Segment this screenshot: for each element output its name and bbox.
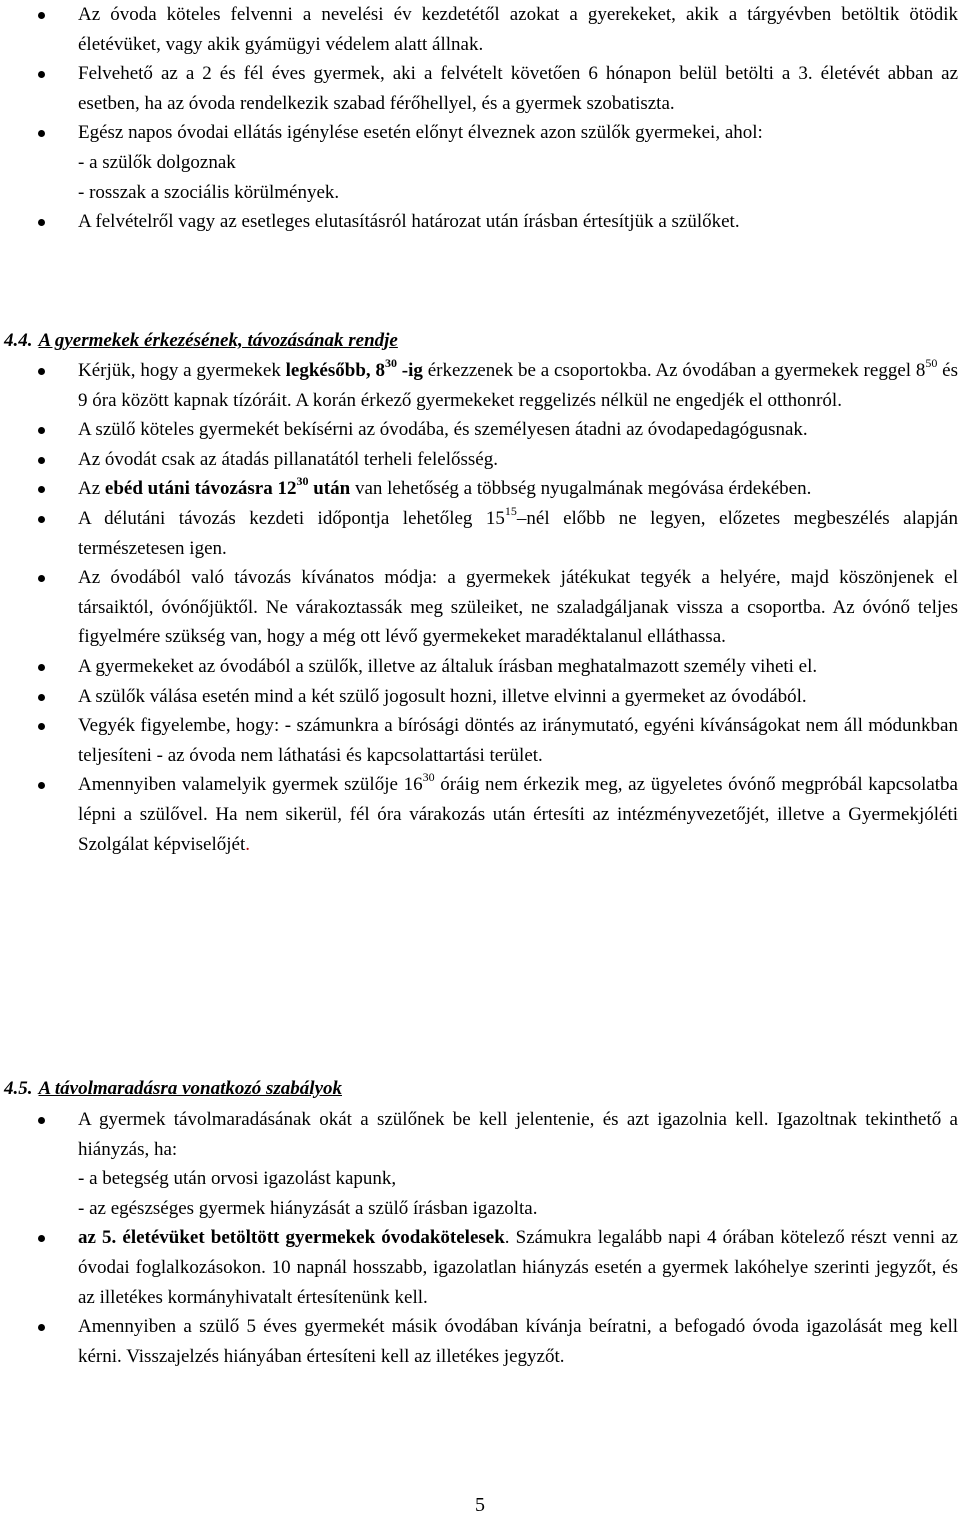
sub-line: - az egészséges gyermek hiányzását a szülő írásban igazolta. [78, 1197, 538, 1219]
list-item: Felvehető az a 2 és fél éves gyermek, aki a felvételt követően 6 hónapon belül betölti a 3. életévét abban az esetben, ha az óvoda rendelkezik szabad férőhellyel, és a gyermek szobatiszta. [0, 59, 960, 118]
admission-list [0, 0, 960, 237]
section-heading-4-4: 4.4. A gyermekek érkezésének, távozásának rendje [4, 330, 398, 351]
list-item: Az óvoda köteles felvenni a nevelési év kezdetétől azokat a gyerekeket, akik a tárgyévben betöltik ötödik életévüket, vagy akik gyámügyi védelem alatt állnak. [0, 0, 960, 59]
list-item: Amennyiben valamelyik gyermek szülője $16^{30}$ óráig nem érkezik meg, az ügyeletes óvónő megpróbál kapcsolatba lépni a szülővel. Ha nem sikerül, fél óra várakozás után értesíti az intézményvezetőjét, illetve a Gyermekjóléti Szolgálat képviselőjét. [0, 770, 960, 859]
list-item: Az óvodát csak az átadás pillanatától terheli felelősség. [0, 445, 960, 475]
absence-section [0, 1105, 960, 1371]
sub-line: - a betegség után orvosi igazolást kapunk, [78, 1168, 397, 1190]
list-item: az 5. életévüket betöltött gyermekek óvodakötelesek. Számukra legalább napi 4 órában kötelező részt venni az óvodai foglalkozásokon. 10 napnál hosszabb, igazolatlan hiányzás esetén a gyermek lakóhelye szerinti jegyzőt, és az illetékes kormányhivatalt értesítenünk kell. [0, 1223, 960, 1312]
list-item: Vegyék figyelembe, hogy: - számunkra a bírósági döntés az iránymutató, egyéni kívánságokat nem áll módunkban teljesíteni - az óvoda nem láthatási és kapcsolattartási terület. [0, 711, 960, 770]
sub-line: - rosszak a szociális körülmények. [78, 181, 340, 203]
list-item: A felvételről vagy az esetleges elutasításról határozat után írásban értesítjük a szülőket. [0, 207, 960, 237]
list-item: A szülők válása esetén mind a két szülő jogosult hozni, illetve elvinni a gyermeket az óvodából. [0, 682, 960, 712]
list-item: Kérjük, hogy a gyermekek legkésőbb, $8^{30}$ -ig érkezzenek be a csoportokba. Az óvodában a gyermekek reggel $8^{50}$ és 9 óra között kapnak tízóráit. A korán érkező gyermekeket reggelizés nélkül ne engedjék el otthonról. [0, 356, 960, 415]
arrival-section [0, 356, 960, 859]
absence-list [0, 1105, 960, 1371]
list-item: A gyermek távolmaradásának okát a szülőnek be kell jelentenie, és azt igazolnia kell. Igazoltnak tekinthető a hiányzás, ha: - a betegség után orvosi igazolást kapunk, - az egészséges gyermek hiányzását a szülő írásban igazolta. [0, 1105, 960, 1223]
section-heading-4-5: 4.5. A távolmaradásra vonatkozó szabályok [4, 1078, 342, 1099]
list-item: Amennyiben a szülő 5 éves gyermekét másik óvodában kívánja beíratni, a befogadó óvoda igazolását meg kell kérni. Visszajelzés hiányában értesíteni kell az illetékes jegyzőt. [0, 1312, 960, 1371]
sub-line: - a szülők dolgoznak [78, 151, 236, 173]
arrival-list [0, 356, 960, 859]
list-item: Egész napos óvodai ellátás igénylése esetén előnyt élveznek azon szülők gyermekei, ahol: - a szülők dolgoznak - rosszak a szociális körülmények. [0, 118, 960, 207]
admission-section [0, 0, 960, 237]
list-item: A gyermekeket az óvodából a szülők, illetve az általuk írásban meghatalmazott személy viheti el. [0, 652, 960, 682]
list-item: A délutáni távozás kezdeti időpontja lehetőleg $15^{15}$–nél előbb ne legyen, előzetes megbeszélés alapján természetesen igen. [0, 504, 960, 563]
list-item: Az óvodából való távozás kívánatos módja: a gyermekek játékukat tegyék a helyére, majd köszönjenek el társaiktól, óvónőjüktől. Ne várakoztassák meg szüleiket, ne szaladgáljanak vissza a csoportba. Az óvónő teljes figyelmére szükség van, hogy a még ott lévő gyermekeket maradéktalanul elláthassa. [0, 563, 960, 652]
page-number: 5 [475, 1494, 485, 1516]
list-item: A szülő köteles gyermekét bekísérni az óvodába, és személyesen átadni az óvodapedagógusnak. [0, 415, 960, 445]
list-item: Az ebéd utáni távozásra $12^{30}$ után van lehetőség a többség nyugalmának megóvása érdekében. [0, 474, 960, 504]
